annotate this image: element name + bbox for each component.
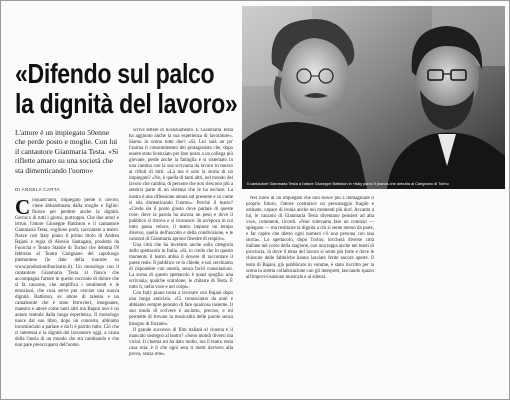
article-column-1 — [15, 198, 119, 398]
standfirst: L'attore è un impiegato 50enne che perde posto e moglie. Con lui il cantautore Gianmaria Testa. «Si riflette amaro su una società che sta dimenticando l'uomo» — [15, 128, 119, 175]
column-2-paragraph-4: Il grande successo di film italiani al cinema e il mancato sostegno al teatro? «Sono mondi diversi ma vicini. Il cinema mi ha dato molto, ma il teatro resta casa mia: è lì che ogni sera ti metti davvero alla prova, senza rete». — [129, 327, 233, 357]
headline-line-1: «Difendo sul palco — [15, 58, 215, 89]
article-photo — [242, 6, 505, 189]
column-3-paragraph: Nel ruolo di un impiegato che non riesce più a immaginare il proprio futuro, l'attore costruisce un personaggio fragile e ostinato, capace di ironia anche nei momenti più duri. Accanto a lui, le canzoni di Gianmaria Testa diventano pensieri ad alta voce, commenti, ricordi. «Non volevamo fare un comizio — spiegano — ma restituire la dignità a chi si sente messo da parte, e far capire che dietro ogni numero c'è una persona con una storia». Lo spettacolo, dopo Torino, toccherà diverse città italiane nel corso della stagione, con una tappa anche nei teatri di provincia, là dove il tema del lavoro si sente più forte e dove le chiusure delle fabbriche hanno lasciato ferite ancora aperte. Il testo di Bajani, già pubblicato in volume, è stato riscritto per la scena in stretta collaborazione con gli interpreti, lasciando spazio all'improvvisazione musicale e ai silenzi. — [246, 196, 374, 280]
article-column-3 — [246, 196, 374, 399]
column-2-paragraph-2: Una città che ha investito anche sulla categoria dello spettacolo in Italia. «Sì, io credo che in questo momento il teatro abbia il dovere di raccontare il paese reale. Il pubblico ce lo chiede, e noi cerchiamo di rispondere con onestà, senza facili consolazioni. La scena di questo spettacolo è quasi spoglia: una scrivania, qualche scatolone, le chitarre di Testa. È tutto lì, nella voce e nei corpi». — [129, 242, 233, 291]
photo-image — [242, 6, 505, 189]
headline — [15, 59, 240, 119]
drop-cap: C — [15, 198, 31, 219]
article-column-2 — [129, 128, 233, 398]
photo-caption: Il cantautore Gianmaria Testa a l'attore Giuseppe Battiston in «Italy piano 9 pianos che debutta al Carignano di Torino — [247, 181, 449, 186]
column-1-paragraph — [15, 198, 119, 349]
column-2-paragraph-1: scrive lettere di licenziamento. E Gianmaria Testa ha aggiunto anche la sua esperienza di lavoratore». Siamo in scena tutte due? «Sì. Lui sarà un po' l'anima il consentimento del protagonista che, dopo essere stato licenziato per fare posto a un collega più giovane, perde anche la famiglia e si sistemato in una cantina con la sua scrivania da lavoro in mezzo ai rifiuti di tutti. «Là ma è solo la storia di un impiegato? «No, è quella di tanti altri, nel mondo del lavoro che cambia, di persone che non riescono più a sentirsi parte di un sistema che le ha escluse. La nostra è una riflessione amara sul presente e su come si stia dimenticando l'uomo». Perché il teatro? «Credo sia il posto giusto dove parlare di queste cose, dove la parola ha ancora un peso e dove il pubblico si ritrova e si riconosce. In un'epoca in cui tutto passa veloce, il teatro impone un tempo diverso, quello dell'ascolto e della condivisione, e le canzoni di Gianmaria aprono finestre di respiro». — [129, 128, 233, 242]
column-1-text: inquant'anni, impiegato perde il lavoro, viene abbandonato dalla moglie e figlioi: finisce per perdere anche la dignità. Cercacx di tutti i giorni, purtroppo. Che due attori e istrun. l'attore Giuseppe Battiston e il cantautore Gianmaria Testa, vogliono porti, raccontare a teatro. Nasce così Italy piano il primo titolo di Andrea Bajani e regia di Alessio Santagata, prodotto da Fuorcita e Teatro Stabile di Torino che debutta l'8 febbraio al Teatro Carignano del capoluogo piemontese (le date della tournée su www.produzionifuorisatto.it). Un monologo con il cantautore Gianmaria Testa al fianco che accompagna l'attore in questo racconto di dolore che si fa canzone, che amplifica i sentimenti e le emozioni, che cosa serve per cercare una nuova dignità. Battiston, ex attore di talento e un camaleonte che è stato ferrovieri, insegnante, maestro e attore come tanti altri ma Bajani non è un autore teatrale dalla lunga esperienza. Il monologo nasce dal suo libro, dopo un concerto, abbiamo incominciato a parlare e da lì è partito tutto. Ciò che ci interessa è la dignità del lavoratore oggi, a causa della l'ansia di un mondo che sta cambiando e che non pare preoccuparsi dell'uomo. — [15, 198, 119, 349]
headline-line-2: la dignità del lavoro» — [15, 88, 238, 119]
byline: DI ANGELA CARTA — [15, 187, 60, 192]
column-2-paragraph-3: Con Italy piano torna a lavorare con Bajani dopo una lunga amicizia. «Ci conosciamo da anni e abbiamo sempre pensato di fare qualcosa insieme. Il suo modo di scrivere è asciutto, preciso, e mi permette di trovare la musicalità delle parole senza bisogno di forzare». — [129, 291, 233, 327]
